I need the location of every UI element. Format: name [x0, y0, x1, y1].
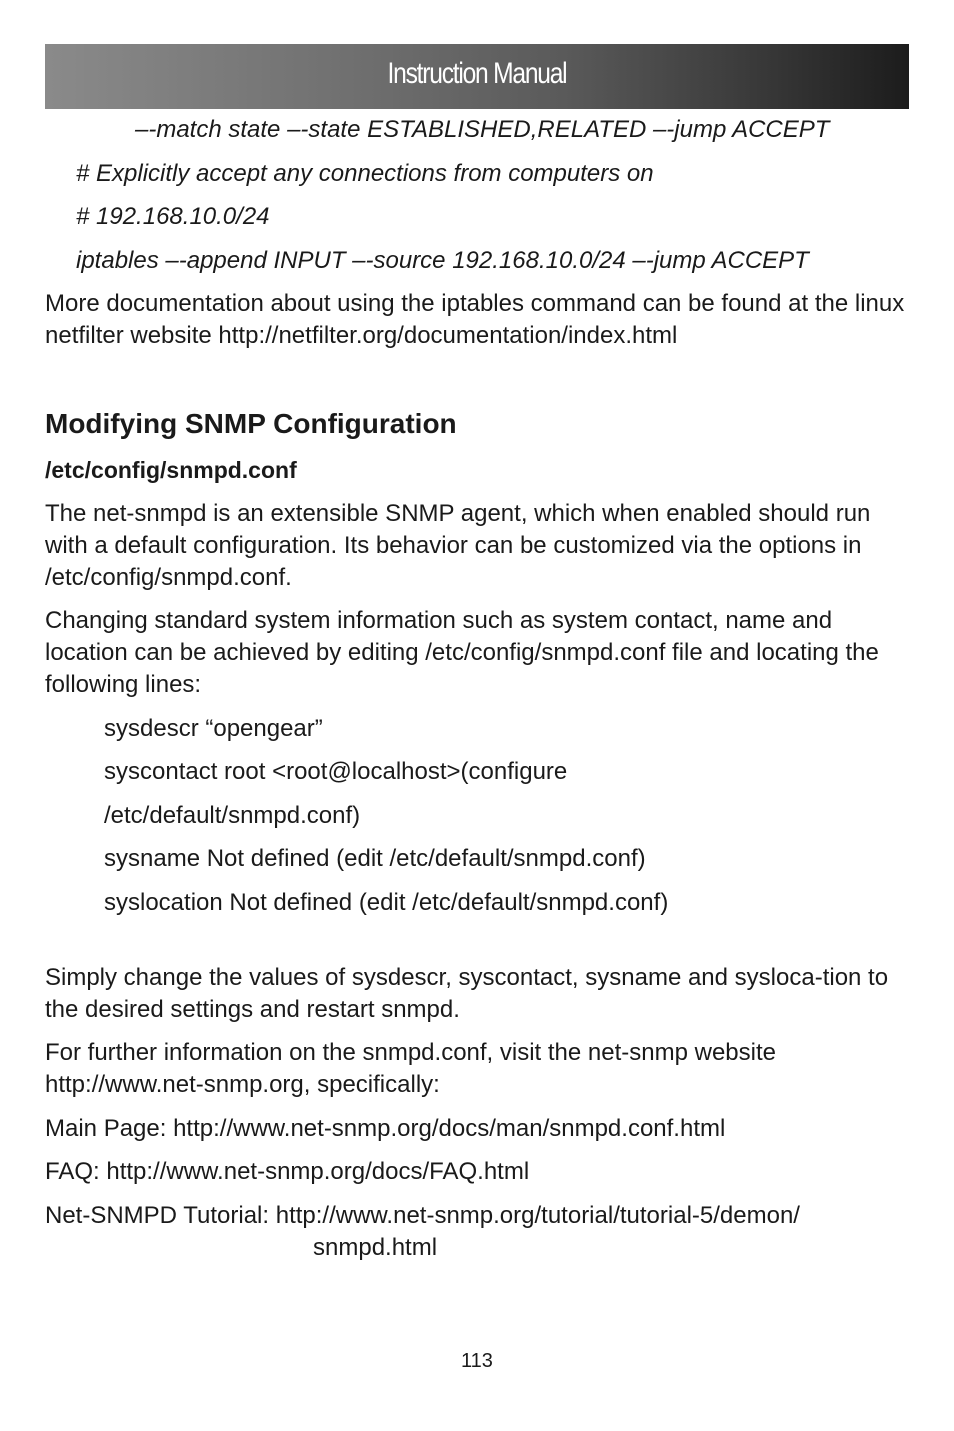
page-number: 113 [461, 1350, 493, 1372]
config-line-4: sysname Not defined (edit /etc/default/snmpd.conf) [104, 845, 646, 872]
config-line-5: syslocation Not defined (edit /etc/default/snmpd.conf) [104, 889, 669, 916]
section-title: Modifying SNMP Configuration [45, 408, 457, 439]
header-title: Instruction Manual [387, 57, 567, 90]
paragraph-changing-info: Changing standard system information such as system contact, name and location can be achieved by editing /etc/config/snmpd.conf file and locating the following lines: [45, 607, 879, 698]
code-line-1: –-match state –-state ESTABLISHED,RELATED –-jump ACCEPT [135, 116, 830, 143]
code-line-2: # Explicitly accept any connections from computers on [76, 160, 654, 187]
header-banner [45, 44, 909, 109]
config-line-3: /etc/default/snmpd.conf) [104, 802, 361, 829]
code-line-3: # 192.168.10.0/24 [76, 203, 270, 230]
doc-paragraph: More documentation about using the iptables command can be found at the linux netfilter website http://netfilter.org/documentation/index.html [45, 290, 905, 349]
paragraph-snmpd-intro: The net-snmpd is an extensible SNMP agent, which when enabled should run with a default configuration. Its behavior can be customized via the options in /etc/config/snmpd.conf. [45, 500, 871, 591]
paragraph-further-info: For further information on the snmpd.conf, visit the net-snmp website http://www.net-snmp.org, specifically: [45, 1039, 777, 1098]
link-tutorial-continued[interactable]: snmpd.html [313, 1234, 438, 1261]
paragraph-change-values: Simply change the values of sysdescr, syscontact, sysname and sysloca-tion to the desired settings and restart snmpd. [45, 964, 889, 1023]
config-line-2: syscontact root <root@localhost>(configure [104, 758, 568, 785]
link-main-page[interactable]: Main Page: http://www.net-snmp.org/docs/man/snmpd.conf.html [45, 1115, 726, 1142]
link-tutorial[interactable]: Net-SNMPD Tutorial: http://www.net-snmp.org/tutorial/tutorial-5/demon/ [45, 1202, 800, 1229]
link-faq[interactable]: FAQ: http://www.net-snmp.org/docs/FAQ.html [45, 1158, 530, 1185]
code-line-4: iptables –-append INPUT –-source 192.168.10.0/24 –-jump ACCEPT [76, 247, 809, 274]
subsection-title: /etc/config/snmpd.conf [45, 457, 297, 483]
config-line-1: sysdescr “opengear” [104, 715, 323, 742]
